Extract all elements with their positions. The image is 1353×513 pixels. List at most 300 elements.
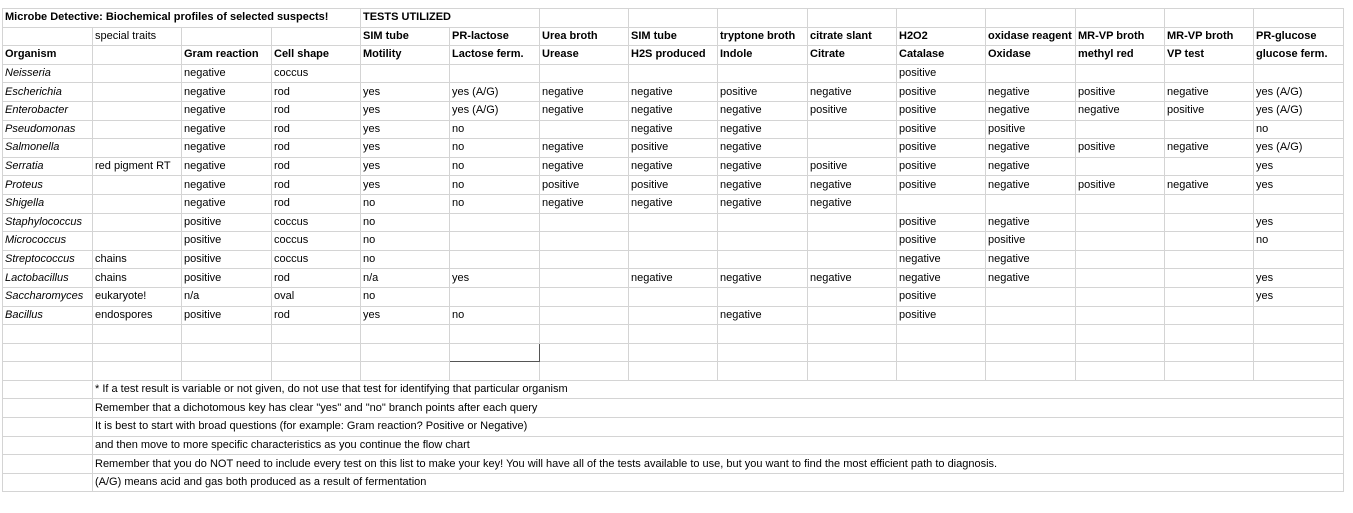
empty-cell[interactable] <box>1165 325 1254 344</box>
tests-heading[interactable]: TESTS UTILIZED <box>361 9 540 28</box>
empty-cell[interactable] <box>1076 362 1165 381</box>
data-cell[interactable]: negative <box>718 269 808 288</box>
empty-cell[interactable] <box>1076 325 1165 344</box>
data-cell[interactable] <box>718 250 808 269</box>
data-cell[interactable] <box>1165 157 1254 176</box>
note-text[interactable]: Remember that a dichotomous key has clear "yes" and "no" branch points after each query <box>93 399 1344 418</box>
empty-cell[interactable] <box>182 362 272 381</box>
data-cell[interactable]: negative <box>1165 83 1254 102</box>
data-cell[interactable] <box>718 213 808 232</box>
data-cell[interactable]: endospores <box>93 306 182 325</box>
data-cell[interactable] <box>1165 287 1254 306</box>
cell[interactable] <box>718 9 808 28</box>
header-row-2-cell[interactable] <box>93 46 182 65</box>
data-cell[interactable]: yes <box>1254 213 1344 232</box>
data-cell[interactable] <box>808 287 897 306</box>
header-row-1-cell[interactable]: SIM tube <box>361 27 450 46</box>
data-cell[interactable]: positive <box>1165 101 1254 120</box>
data-cell[interactable]: positive <box>897 64 986 83</box>
data-cell[interactable]: positive <box>897 83 986 102</box>
data-cell[interactable]: positive <box>182 232 272 251</box>
empty-cell[interactable] <box>272 362 361 381</box>
header-row-2-cell[interactable]: Indole <box>718 46 808 65</box>
empty-cell[interactable] <box>182 343 272 362</box>
header-row-2-cell[interactable]: Organism <box>3 46 93 65</box>
data-cell[interactable]: yes <box>361 176 450 195</box>
data-cell[interactable]: positive <box>182 213 272 232</box>
data-cell[interactable]: chains <box>93 250 182 269</box>
data-cell[interactable]: negative <box>629 194 718 213</box>
empty-cell[interactable] <box>3 473 93 492</box>
header-row-1-cell[interactable] <box>182 27 272 46</box>
data-cell[interactable]: positive <box>808 101 897 120</box>
header-row-1-cell[interactable] <box>272 27 361 46</box>
header-row-1-cell[interactable]: MR-VP broth <box>1165 27 1254 46</box>
empty-cell[interactable] <box>3 418 93 437</box>
data-cell[interactable]: yes <box>1254 269 1344 288</box>
empty-cell[interactable] <box>629 343 718 362</box>
header-row-2-cell[interactable]: Catalase <box>897 46 986 65</box>
data-cell[interactable]: negative <box>718 194 808 213</box>
data-cell[interactable] <box>1254 64 1344 83</box>
note-text[interactable]: Remember that you do NOT need to include every test on this list to make your key! You will have all of the tests available to use, but you want to find the most efficient path to diagnosis. <box>93 455 1344 474</box>
data-cell[interactable]: negative <box>540 83 629 102</box>
empty-cell[interactable] <box>361 362 450 381</box>
organism-name-cell[interactable]: Micrococcus <box>3 232 93 251</box>
empty-cell[interactable] <box>3 436 93 455</box>
data-cell[interactable]: yes (A/G) <box>450 83 540 102</box>
data-cell[interactable] <box>93 213 182 232</box>
data-cell[interactable] <box>808 120 897 139</box>
data-cell[interactable]: negative <box>540 139 629 158</box>
empty-cell[interactable] <box>3 343 93 362</box>
data-cell[interactable]: no <box>450 194 540 213</box>
header-row-1-cell[interactable]: PR-lactose <box>450 27 540 46</box>
data-cell[interactable]: red pigment RT <box>93 157 182 176</box>
data-cell[interactable] <box>540 287 629 306</box>
data-cell[interactable] <box>93 139 182 158</box>
data-cell[interactable]: negative <box>986 250 1076 269</box>
data-cell[interactable]: negative <box>897 250 986 269</box>
data-cell[interactable]: positive <box>897 139 986 158</box>
selected-cell[interactable] <box>450 343 540 362</box>
data-cell[interactable] <box>897 194 986 213</box>
data-cell[interactable]: yes <box>361 306 450 325</box>
empty-cell[interactable] <box>808 343 897 362</box>
data-cell[interactable]: no <box>1254 232 1344 251</box>
data-cell[interactable]: rod <box>272 139 361 158</box>
data-cell[interactable]: negative <box>718 176 808 195</box>
data-cell[interactable] <box>93 194 182 213</box>
data-cell[interactable] <box>1254 250 1344 269</box>
cell[interactable] <box>897 9 986 28</box>
data-cell[interactable]: positive <box>629 176 718 195</box>
cell[interactable] <box>1165 9 1254 28</box>
data-cell[interactable] <box>1165 194 1254 213</box>
empty-cell[interactable] <box>361 325 450 344</box>
data-cell[interactable] <box>540 232 629 251</box>
data-cell[interactable]: negative <box>182 176 272 195</box>
data-cell[interactable]: negative <box>718 101 808 120</box>
data-cell[interactable] <box>1165 120 1254 139</box>
data-cell[interactable] <box>93 101 182 120</box>
empty-cell[interactable] <box>3 362 93 381</box>
data-cell[interactable] <box>1076 287 1165 306</box>
data-cell[interactable]: positive <box>986 232 1076 251</box>
data-cell[interactable] <box>1165 232 1254 251</box>
data-cell[interactable]: yes <box>1254 287 1344 306</box>
data-cell[interactable]: negative <box>540 157 629 176</box>
data-cell[interactable]: negative <box>986 176 1076 195</box>
empty-cell[interactable] <box>540 343 629 362</box>
header-row-2-cell[interactable]: Gram reaction <box>182 46 272 65</box>
empty-cell[interactable] <box>3 380 93 399</box>
data-cell[interactable] <box>718 64 808 83</box>
data-cell[interactable]: positive <box>897 213 986 232</box>
data-cell[interactable]: yes <box>361 157 450 176</box>
data-cell[interactable]: yes <box>361 139 450 158</box>
organism-name-cell[interactable]: Lactobacillus <box>3 269 93 288</box>
data-cell[interactable]: positive <box>897 306 986 325</box>
empty-cell[interactable] <box>1165 362 1254 381</box>
data-cell[interactable]: negative <box>1076 101 1165 120</box>
data-cell[interactable]: positive <box>986 120 1076 139</box>
empty-cell[interactable] <box>93 343 182 362</box>
note-text[interactable]: * If a test result is variable or not given, do not use that test for identifying that particular organism <box>93 380 1344 399</box>
header-row-2-cell[interactable]: methyl red <box>1076 46 1165 65</box>
cell[interactable] <box>629 9 718 28</box>
data-cell[interactable]: negative <box>986 269 1076 288</box>
cell[interactable] <box>808 9 897 28</box>
organism-name-cell[interactable]: Escherichia <box>3 83 93 102</box>
data-cell[interactable] <box>93 120 182 139</box>
data-cell[interactable]: negative <box>986 213 1076 232</box>
empty-cell[interactable] <box>629 325 718 344</box>
header-row-1-cell[interactable]: oxidase reagent <box>986 27 1076 46</box>
header-row-2-cell[interactable]: Citrate <box>808 46 897 65</box>
data-cell[interactable]: rod <box>272 269 361 288</box>
data-cell[interactable]: negative <box>808 83 897 102</box>
empty-cell[interactable] <box>3 455 93 474</box>
data-cell[interactable]: negative <box>1165 139 1254 158</box>
empty-cell[interactable] <box>986 343 1076 362</box>
data-cell[interactable]: negative <box>629 120 718 139</box>
empty-cell[interactable] <box>718 362 808 381</box>
data-cell[interactable] <box>718 232 808 251</box>
empty-cell[interactable] <box>718 325 808 344</box>
data-cell[interactable] <box>450 250 540 269</box>
data-cell[interactable]: no <box>1254 120 1344 139</box>
data-cell[interactable]: negative <box>540 194 629 213</box>
data-cell[interactable]: no <box>450 157 540 176</box>
empty-cell[interactable] <box>808 362 897 381</box>
data-cell[interactable]: negative <box>986 101 1076 120</box>
data-cell[interactable]: no <box>450 120 540 139</box>
data-cell[interactable]: negative <box>629 157 718 176</box>
data-cell[interactable]: yes (A/G) <box>1254 101 1344 120</box>
data-cell[interactable] <box>808 232 897 251</box>
empty-cell[interactable] <box>272 325 361 344</box>
data-cell[interactable]: negative <box>808 269 897 288</box>
organism-name-cell[interactable]: Bacillus <box>3 306 93 325</box>
empty-cell[interactable] <box>93 325 182 344</box>
data-cell[interactable]: negative <box>182 64 272 83</box>
empty-cell[interactable] <box>1254 343 1344 362</box>
data-cell[interactable]: negative <box>182 120 272 139</box>
data-cell[interactable] <box>540 269 629 288</box>
empty-cell[interactable] <box>1254 325 1344 344</box>
data-cell[interactable] <box>986 64 1076 83</box>
data-cell[interactable]: positive <box>897 120 986 139</box>
note-text[interactable]: (A/G) means acid and gas both produced as a result of fermentation <box>93 473 1344 492</box>
header-row-1-cell[interactable]: PR-glucose <box>1254 27 1344 46</box>
data-cell[interactable]: positive <box>718 83 808 102</box>
data-cell[interactable]: negative <box>182 139 272 158</box>
data-cell[interactable]: yes <box>361 101 450 120</box>
header-row-2-cell[interactable]: VP test <box>1165 46 1254 65</box>
data-cell[interactable]: positive <box>897 157 986 176</box>
data-cell[interactable]: no <box>450 139 540 158</box>
data-cell[interactable] <box>1076 269 1165 288</box>
header-row-1-cell[interactable]: special traits <box>93 27 182 46</box>
empty-cell[interactable] <box>540 362 629 381</box>
organism-name-cell[interactable]: Salmonella <box>3 139 93 158</box>
organism-name-cell[interactable]: Proteus <box>3 176 93 195</box>
data-cell[interactable] <box>1076 64 1165 83</box>
data-cell[interactable]: negative <box>182 83 272 102</box>
cell[interactable] <box>1076 9 1165 28</box>
header-row-2-cell[interactable]: H2S produced <box>629 46 718 65</box>
data-cell[interactable]: negative <box>808 176 897 195</box>
header-row-1-cell[interactable]: Urea broth <box>540 27 629 46</box>
data-cell[interactable]: chains <box>93 269 182 288</box>
data-cell[interactable] <box>1076 120 1165 139</box>
header-row-1-cell[interactable]: tryptone broth <box>718 27 808 46</box>
data-cell[interactable]: coccus <box>272 213 361 232</box>
data-cell[interactable]: negative <box>718 139 808 158</box>
data-cell[interactable] <box>361 64 450 83</box>
cell[interactable] <box>1254 9 1344 28</box>
data-cell[interactable] <box>540 250 629 269</box>
empty-cell[interactable] <box>718 343 808 362</box>
header-row-1-cell[interactable]: MR-VP broth <box>1076 27 1165 46</box>
empty-cell[interactable] <box>540 325 629 344</box>
empty-cell[interactable] <box>1254 362 1344 381</box>
organism-name-cell[interactable]: Serratia <box>3 157 93 176</box>
data-cell[interactable]: rod <box>272 157 361 176</box>
data-cell[interactable]: negative <box>629 101 718 120</box>
data-cell[interactable]: negative <box>897 269 986 288</box>
empty-cell[interactable] <box>1165 343 1254 362</box>
data-cell[interactable] <box>986 306 1076 325</box>
data-cell[interactable] <box>629 232 718 251</box>
data-cell[interactable]: no <box>361 194 450 213</box>
data-cell[interactable] <box>629 287 718 306</box>
empty-cell[interactable] <box>986 362 1076 381</box>
empty-cell[interactable] <box>361 343 450 362</box>
header-row-2-cell[interactable]: Lactose ferm. <box>450 46 540 65</box>
data-cell[interactable] <box>718 287 808 306</box>
empty-cell[interactable] <box>3 399 93 418</box>
data-cell[interactable]: negative <box>629 269 718 288</box>
data-cell[interactable]: positive <box>897 176 986 195</box>
data-cell[interactable]: no <box>450 176 540 195</box>
empty-cell[interactable] <box>450 362 540 381</box>
data-cell[interactable]: positive <box>1076 176 1165 195</box>
empty-cell[interactable] <box>897 325 986 344</box>
data-cell[interactable]: rod <box>272 101 361 120</box>
data-cell[interactable] <box>808 306 897 325</box>
data-cell[interactable]: negative <box>986 157 1076 176</box>
empty-cell[interactable] <box>808 325 897 344</box>
data-cell[interactable]: negative <box>629 83 718 102</box>
data-cell[interactable] <box>986 194 1076 213</box>
data-cell[interactable]: n/a <box>182 287 272 306</box>
data-cell[interactable] <box>1076 213 1165 232</box>
data-cell[interactable] <box>93 232 182 251</box>
data-cell[interactable]: negative <box>182 194 272 213</box>
data-cell[interactable]: no <box>361 213 450 232</box>
data-cell[interactable] <box>1165 269 1254 288</box>
organism-name-cell[interactable]: Neisseria <box>3 64 93 83</box>
data-cell[interactable]: positive <box>182 306 272 325</box>
data-cell[interactable]: yes <box>361 83 450 102</box>
data-cell[interactable] <box>808 139 897 158</box>
data-cell[interactable]: yes <box>361 120 450 139</box>
data-cell[interactable]: negative <box>1165 176 1254 195</box>
data-cell[interactable] <box>629 250 718 269</box>
data-cell[interactable]: positive <box>897 101 986 120</box>
data-cell[interactable] <box>540 306 629 325</box>
data-cell[interactable]: yes <box>1254 157 1344 176</box>
data-cell[interactable]: coccus <box>272 250 361 269</box>
data-cell[interactable] <box>1076 157 1165 176</box>
empty-cell[interactable] <box>897 343 986 362</box>
data-cell[interactable] <box>1254 194 1344 213</box>
data-cell[interactable]: yes (A/G) <box>1254 139 1344 158</box>
data-cell[interactable]: positive <box>897 232 986 251</box>
data-cell[interactable]: positive <box>808 157 897 176</box>
data-cell[interactable]: negative <box>718 157 808 176</box>
data-cell[interactable] <box>540 64 629 83</box>
organism-name-cell[interactable]: Enterobacter <box>3 101 93 120</box>
data-cell[interactable] <box>1076 194 1165 213</box>
data-cell[interactable]: coccus <box>272 64 361 83</box>
data-cell[interactable] <box>1076 306 1165 325</box>
header-row-2-cell[interactable]: Cell shape <box>272 46 361 65</box>
data-cell[interactable]: negative <box>182 101 272 120</box>
data-cell[interactable]: negative <box>182 157 272 176</box>
data-cell[interactable]: positive <box>182 250 272 269</box>
data-cell[interactable] <box>808 64 897 83</box>
data-cell[interactable]: negative <box>808 194 897 213</box>
header-row-2-cell[interactable]: Motility <box>361 46 450 65</box>
note-text[interactable]: and then move to more specific characteristics as you continue the flow chart <box>93 436 1344 455</box>
data-cell[interactable]: eukaryote! <box>93 287 182 306</box>
data-cell[interactable]: positive <box>897 287 986 306</box>
data-cell[interactable] <box>629 64 718 83</box>
data-cell[interactable] <box>450 287 540 306</box>
organism-name-cell[interactable]: Saccharomyces <box>3 287 93 306</box>
data-cell[interactable]: positive <box>1076 83 1165 102</box>
data-cell[interactable]: oval <box>272 287 361 306</box>
sheet-title[interactable]: Microbe Detective: Biochemical profiles of selected suspects! <box>3 9 361 28</box>
header-row-1-cell[interactable]: citrate slant <box>808 27 897 46</box>
data-cell[interactable]: negative <box>986 83 1076 102</box>
data-cell[interactable]: negative <box>540 101 629 120</box>
data-cell[interactable]: yes (A/G) <box>1254 83 1344 102</box>
data-cell[interactable]: rod <box>272 83 361 102</box>
header-row-1-cell[interactable] <box>3 27 93 46</box>
data-cell[interactable]: rod <box>272 306 361 325</box>
data-cell[interactable]: rod <box>272 120 361 139</box>
data-cell[interactable]: negative <box>718 120 808 139</box>
header-row-2-cell[interactable]: Urease <box>540 46 629 65</box>
data-cell[interactable] <box>450 213 540 232</box>
data-cell[interactable] <box>1165 306 1254 325</box>
data-cell[interactable]: negative <box>718 306 808 325</box>
empty-cell[interactable] <box>93 362 182 381</box>
data-cell[interactable] <box>93 83 182 102</box>
data-cell[interactable] <box>1165 213 1254 232</box>
data-cell[interactable]: rod <box>272 194 361 213</box>
empty-cell[interactable] <box>450 325 540 344</box>
data-cell[interactable]: yes <box>1254 176 1344 195</box>
organism-name-cell[interactable]: Streptococcus <box>3 250 93 269</box>
header-row-2-cell[interactable]: Oxidase <box>986 46 1076 65</box>
data-cell[interactable] <box>1254 306 1344 325</box>
data-cell[interactable]: positive <box>182 269 272 288</box>
data-cell[interactable] <box>540 120 629 139</box>
data-cell[interactable] <box>1165 64 1254 83</box>
data-cell[interactable] <box>808 213 897 232</box>
data-cell[interactable] <box>1076 250 1165 269</box>
data-cell[interactable]: rod <box>272 176 361 195</box>
empty-cell[interactable] <box>272 343 361 362</box>
data-cell[interactable] <box>629 306 718 325</box>
data-cell[interactable]: yes <box>450 269 540 288</box>
header-row-1-cell[interactable]: SIM tube <box>629 27 718 46</box>
empty-cell[interactable] <box>182 325 272 344</box>
data-cell[interactable] <box>1076 232 1165 251</box>
header-row-1-cell[interactable]: H2O2 <box>897 27 986 46</box>
organism-name-cell[interactable]: Shigella <box>3 194 93 213</box>
note-text[interactable]: It is best to start with broad questions (for example: Gram reaction? Positive or Negative) <box>93 418 1344 437</box>
data-cell[interactable]: coccus <box>272 232 361 251</box>
data-cell[interactable]: positive <box>629 139 718 158</box>
data-cell[interactable]: no <box>450 306 540 325</box>
empty-cell[interactable] <box>3 325 93 344</box>
data-cell[interactable] <box>540 213 629 232</box>
empty-cell[interactable] <box>897 362 986 381</box>
data-cell[interactable]: negative <box>986 139 1076 158</box>
data-cell[interactable] <box>450 232 540 251</box>
data-cell[interactable] <box>93 176 182 195</box>
empty-cell[interactable] <box>629 362 718 381</box>
data-cell[interactable]: no <box>361 232 450 251</box>
organism-name-cell[interactable]: Staphylococcus <box>3 213 93 232</box>
data-cell[interactable] <box>808 250 897 269</box>
data-cell[interactable] <box>629 213 718 232</box>
data-cell[interactable]: yes (A/G) <box>450 101 540 120</box>
cell[interactable] <box>986 9 1076 28</box>
data-cell[interactable] <box>986 287 1076 306</box>
organism-name-cell[interactable]: Pseudomonas <box>3 120 93 139</box>
empty-cell[interactable] <box>1076 343 1165 362</box>
cell[interactable] <box>540 9 629 28</box>
data-cell[interactable]: n/a <box>361 269 450 288</box>
header-row-2-cell[interactable]: glucose ferm. <box>1254 46 1344 65</box>
